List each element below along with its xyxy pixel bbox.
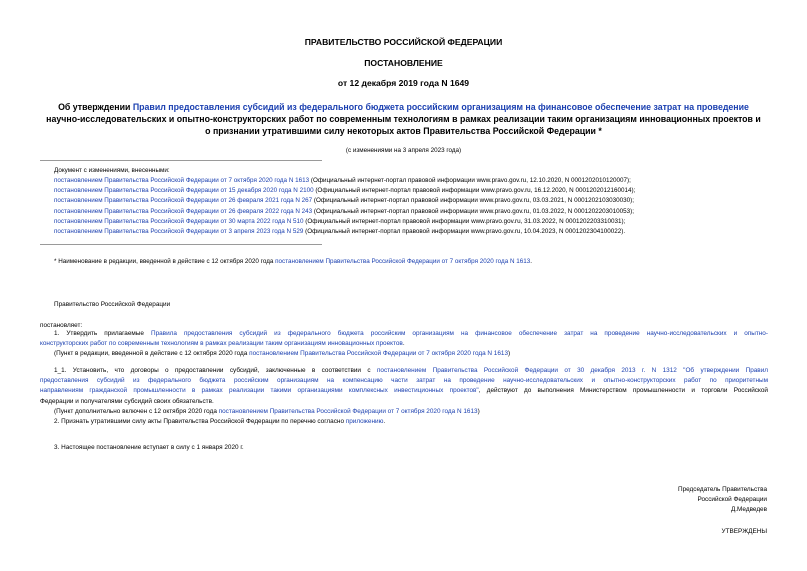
paragraph-1-start: 1. Утвердить прилагаемые bbox=[54, 330, 151, 337]
amendment-item bbox=[54, 207, 634, 217]
decrees-word: постановляет: bbox=[40, 322, 83, 329]
amendment-source: (Официальный интернет-портал правовой информации www.pravo.gov.ru, 16.12.2020, N 0001202012160014); bbox=[313, 187, 636, 194]
approved-label: УТВЕРЖДЕНЫ bbox=[721, 528, 767, 535]
paragraph-2-text: 2. Признать утратившими силу акты Правительства Российской Федерации по перечню согласно bbox=[54, 418, 346, 426]
paragraph-1-1-text: 1_1. Установить, что договоры о предоставлении субсидий, заключенные в соответствии с bbox=[54, 367, 377, 374]
paragraph-1-note-text: (Пункт в редакции, введенной в действие с 12 октября 2020 года bbox=[54, 350, 250, 358]
divider-top bbox=[40, 160, 322, 161]
paragraph-1-line-2 bbox=[40, 339, 768, 349]
document-date-number: от 12 декабря 2019 года N 1649 bbox=[337, 78, 470, 88]
amendment-source: (Официальный интернет-портал правовой информации www.pravo.gov.ru, 31.03.2022, N 0001202203310031); bbox=[303, 218, 626, 225]
document-title-line-3: о признании утратившими силу некоторых актов Правительства Российской Федерации * bbox=[205, 126, 602, 136]
government-heading: ПРАВИТЕЛЬСТВО РОССИЙСКОЙ ФЕДЕРАЦИИ bbox=[304, 37, 503, 47]
decree-1312-link-continued[interactable]: предоставления субсидий из федерального бюджета российским организациям на компенсацию части затрат на проведение научно-исследовательских и опытно-конструкторских работ по приоритетным bbox=[40, 377, 768, 385]
paragraph-1-1-note-link[interactable]: постановлением Правительства Российской Федерации от 7 октября 2020 года N 1613 bbox=[218, 407, 478, 415]
paragraph-1-1-text-continued: , действуют до выполнения Министерством промышленности и торговли Российской bbox=[478, 387, 768, 395]
amendment-source: (Официальный интернет-портал правовой информации www.pravo.gov.ru, 10.04.2023, N 0001202304100022). bbox=[303, 228, 626, 235]
paragraph-1-1-line-1 bbox=[40, 366, 768, 376]
amendment-link[interactable]: постановлением Правительства Российской Федерации от 26 февраля 2021 года N 267 bbox=[54, 197, 313, 204]
paragraph-1-1-note-text: (Пункт дополнительно включен с 12 октября 2020 года bbox=[54, 407, 219, 415]
paragraph-1-1-note bbox=[40, 407, 768, 417]
paragraph-1-1-line-4: Федерации и получателями субсидий своих обязательств. bbox=[40, 397, 214, 405]
paragraph-2 bbox=[40, 417, 768, 427]
paragraph-1-note bbox=[40, 349, 768, 359]
amendments-heading: Документ с изменениями, внесенными: bbox=[54, 167, 170, 174]
amendment-source: (Официальный интернет-портал правовой информации www.pravo.gov.ru, 01.03.2022, N 0001202203010053); bbox=[312, 208, 634, 215]
amendment-link[interactable]: постановлением Правительства Российской Федерации от 7 октября 2020 года N 1613 bbox=[54, 177, 310, 184]
amendment-source: (Официальный интернет-портал правовой информации www.pravo.gov.ru, 03.03.2021, N 0001202103030030); bbox=[312, 197, 634, 204]
appendix-link[interactable]: приложению bbox=[345, 418, 384, 426]
paragraph-1-1-line-2 bbox=[40, 376, 768, 386]
signatory-name: Д.Медведев bbox=[730, 506, 767, 513]
title-rules-link[interactable]: Правил предоставления субсидий из федерального бюджета российским организациям на финансовое обеспечение затрат на проведение bbox=[132, 102, 749, 112]
paragraph-1-1-line-3 bbox=[40, 386, 768, 396]
decree-1312-link[interactable]: постановлением Правительства Российской Федерации от 30 декабря 2013 г. N 1312 "Об утверждении Правил bbox=[376, 367, 769, 374]
paragraph-1-line-1 bbox=[40, 329, 768, 339]
footnote-end: . bbox=[530, 258, 533, 265]
decree-1312-link-end[interactable]: направлениям гражданской промышленности в рамках реализации такими организациями комплексных инвестиционных проектов" bbox=[40, 387, 479, 395]
amendment-item bbox=[54, 186, 635, 196]
paragraph-1 bbox=[40, 329, 768, 360]
signatory-position-line-2: Российской Федерации bbox=[697, 496, 767, 503]
footnote-text: * Наименование в редакции, введенной в действие с 12 октября 2020 года bbox=[54, 258, 276, 265]
footnote-link[interactable]: постановлением Правительства Российской Федерации от 7 октября 2020 года N 1613 bbox=[275, 258, 531, 265]
paragraph-2-end: . bbox=[383, 418, 386, 426]
document-title-line-1 bbox=[0, 101, 807, 113]
rules-link[interactable]: Правила предоставления субсидий из федерального бюджета российским организациям на финансовое обеспечение затрат на проведение научно-исследовательских и опытно- bbox=[150, 330, 768, 337]
document-type: ПОСТАНОВЛЕНИЕ bbox=[364, 58, 443, 68]
paragraph-1-1 bbox=[40, 366, 768, 427]
rules-link-continued[interactable]: конструкторских работ по современным технологиям в рамках реализации таким организациям инновационных проектов bbox=[40, 340, 403, 348]
revision-note: (с изменениями на 3 апреля 2023 года) bbox=[345, 147, 462, 154]
amendment-link[interactable]: постановлением Правительства Российской Федерации от 30 марта 2022 года N 510 bbox=[54, 218, 304, 225]
amendment-source: (Официальный интернет-портал правовой информации www.pravo.gov.ru, 12.10.2020, N 0001202010120007); bbox=[309, 177, 631, 184]
paragraph-1-end: . bbox=[402, 340, 405, 348]
paragraph-3: 3. Настоящее постановление вступает в силу с 1 января 2020 г. bbox=[54, 444, 244, 451]
amendment-link[interactable]: постановлением Правительства Российской Федерации от 15 декабря 2020 года N 2100 bbox=[54, 187, 314, 194]
issuer: Правительство Российской Федерации bbox=[54, 301, 171, 308]
paragraph-1-1-note-end: ) bbox=[477, 407, 480, 415]
title-footnote bbox=[54, 257, 532, 267]
paragraph-1-note-link[interactable]: постановлением Правительства Российской Федерации от 7 октября 2020 года N 1613 bbox=[249, 350, 509, 358]
document-title-line-2: научно-исследовательских и опытно-конструкторских работ по современным технологиям в рамках реализации таким организациям инновационных проектов и bbox=[46, 114, 761, 124]
amendment-item bbox=[54, 227, 625, 237]
amendment-link[interactable]: постановлением Правительства Российской Федерации от 3 апреля 2023 года N 529 bbox=[54, 228, 304, 235]
signatory-position-line-1: Председатель Правительства bbox=[678, 486, 767, 493]
divider-bottom bbox=[40, 244, 322, 245]
title-prefix: Об утверждении bbox=[58, 102, 133, 112]
amendment-item bbox=[54, 196, 634, 206]
amendment-item bbox=[54, 176, 631, 186]
amendment-item bbox=[54, 217, 625, 227]
paragraph-1-note-end: ) bbox=[508, 350, 511, 358]
amendment-link[interactable]: постановлением Правительства Российской Федерации от 26 февраля 2022 года N 243 bbox=[54, 208, 313, 215]
